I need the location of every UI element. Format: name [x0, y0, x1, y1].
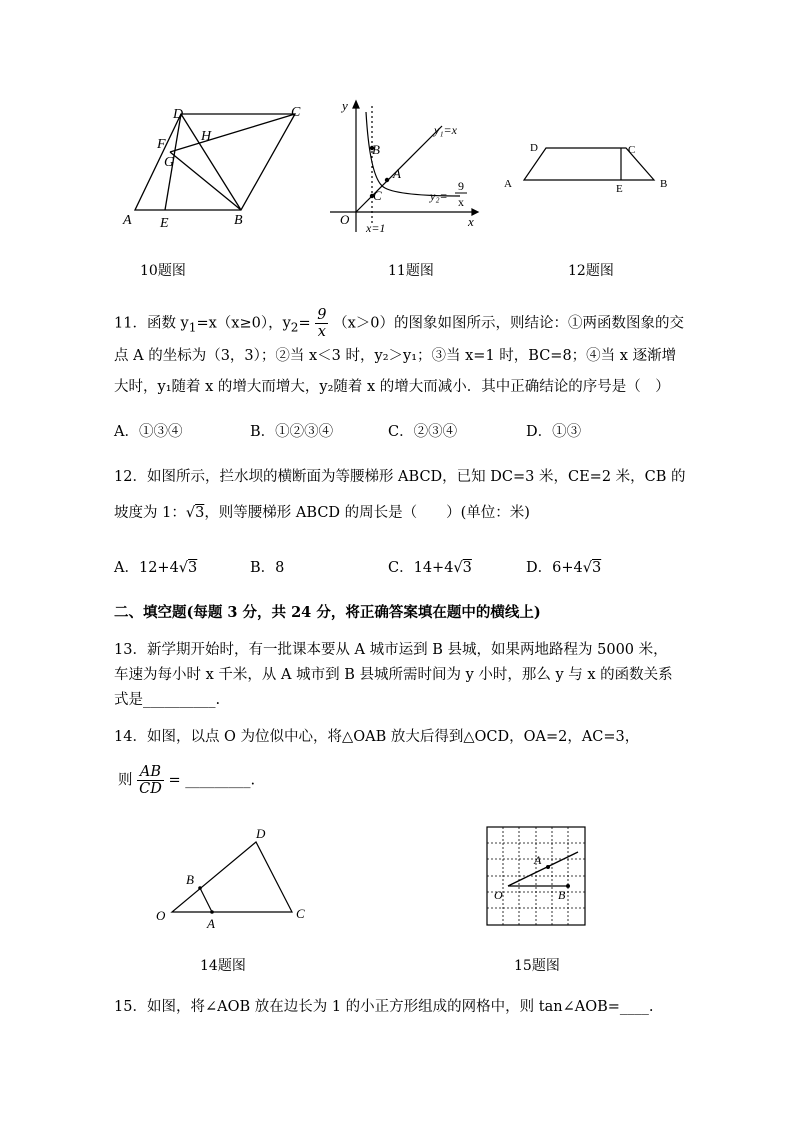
- caption-10: 10题图: [140, 263, 186, 279]
- label-A: A: [393, 166, 401, 181]
- caption-12: 12题图: [568, 263, 614, 279]
- label-C: C: [373, 188, 382, 203]
- label-H: H: [201, 129, 212, 144]
- figure-15-grid-angle: [486, 826, 586, 926]
- section-2-title: 二、填空题(每题 3 分，共 24 分，将正确答案填在题中的横线上): [114, 604, 541, 621]
- label-y: y: [342, 98, 348, 113]
- label-A: A: [534, 853, 542, 867]
- label-C: C: [291, 105, 301, 120]
- q11-option-c: C．②③④: [388, 424, 458, 440]
- q12-option-b: B．8: [250, 560, 285, 576]
- label-B: B: [186, 872, 194, 887]
- q11-option-a: A．①③④: [114, 424, 183, 440]
- label-O: O: [494, 888, 503, 902]
- q11-line-3: 大时，y₁随着 x 的增大而增大，y₂随着 x 的增大而减小．其中正确结论的序号是（ ）: [114, 379, 670, 395]
- label-y2: y₂=: [430, 189, 448, 203]
- label-B: B: [372, 142, 380, 157]
- label-y2-num: 9: [458, 179, 464, 193]
- q11-fraction: $\frac{9}{x}$: [317, 307, 327, 340]
- caption-14: 14题图: [200, 958, 246, 974]
- label-y2-den: x: [458, 195, 464, 209]
- q11-option-b: B．①②③④: [250, 424, 334, 440]
- q12-line-1: 12．如图所示，拦水坝的横断面为等腰梯形 ABCD，已知 DC=3 米，CE=2 米，CB 的: [114, 469, 686, 485]
- q13-line-3: 式是__________.: [114, 692, 221, 708]
- label-G: G: [164, 155, 175, 170]
- label-O: O: [340, 212, 350, 227]
- caption-15: 15题图: [514, 958, 560, 974]
- q11-line-1: 11．函数 $y_1=x(x\ge 0)$，$y_2=$ $\frac{9}{x}$ （x＞0）的图象如图所示，则结论：①两函数图象的交: [114, 307, 684, 340]
- label-A: A: [207, 916, 215, 931]
- q15-line-1: 15．如图，将∠AOB 放在边长为 1 的小正方形组成的网格中，则 tan∠AOB=____.: [114, 999, 654, 1015]
- q12-line-2: 坡度为 1：√3，则等腰梯形 ABCD 的周长是（ ）(单位：米): [114, 505, 530, 521]
- label-E: E: [616, 183, 623, 195]
- q12-option-a: A．12+4√3: [114, 560, 198, 576]
- label-A: A: [123, 213, 132, 228]
- figure-11-function-graph: [330, 96, 480, 236]
- caption-11: 11题图: [388, 263, 434, 279]
- label-y1: y₁=x: [434, 123, 457, 137]
- figure-12-trapezoid: [500, 136, 680, 206]
- label-O: O: [156, 908, 166, 923]
- q14-line-2: 则 $\frac{AB}{CD}$ = _________.: [118, 764, 256, 797]
- label-C: C: [628, 144, 636, 156]
- label-B: B: [660, 178, 668, 190]
- label-D: D: [530, 142, 538, 154]
- q12-option-c: C．14+4√3: [388, 560, 472, 576]
- label-F: F: [157, 137, 166, 152]
- q11-line-2: 点 A 的坐标为（3，3）；②当 x＜3 时，y₂＞y₁；③当 x=1 时，BC=8；④当 x 逐渐增: [114, 348, 677, 364]
- label-D: D: [256, 826, 266, 841]
- label-A: A: [504, 178, 512, 190]
- label-C: C: [296, 906, 305, 921]
- label-x: x: [468, 214, 474, 229]
- q14-line-1: 14．如图，以点 O 为位似中心，将△OAB 放大后得到△OCD，OA=2，AC=3，: [114, 729, 640, 745]
- figure-14-similar-triangles: [150, 820, 320, 935]
- q13-line-1: 13．新学期开始时，有一批课本要从 A 城市运到 B 县城，如果两地路程为 5000 米，: [114, 642, 668, 658]
- label-B: B: [234, 213, 243, 228]
- label-x1: x=1: [366, 221, 386, 235]
- q13-line-2: 车速为每小时 x 千米，从 A 城市到 B 县城所需时间为 y 小时，那么 y 与 x 的函数关系: [114, 667, 673, 683]
- figure-10-parallelogram: [115, 100, 310, 230]
- label-E: E: [160, 216, 169, 230]
- label-B: B: [558, 888, 566, 902]
- q12-option-d: D．6+4√3: [526, 560, 602, 576]
- q11-option-d: D．①③: [526, 424, 582, 440]
- label-D: D: [173, 107, 184, 122]
- q14-fraction: $\frac{AB}{CD}$: [139, 764, 162, 797]
